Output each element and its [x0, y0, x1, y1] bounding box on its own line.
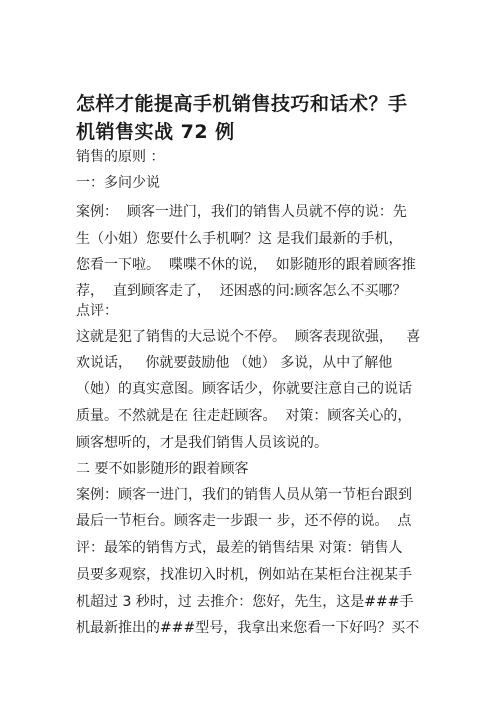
body-line-03: 案例： 顾客一进门，我们的销售人员就不停的说：先 [76, 204, 407, 220]
document-title [76, 90, 436, 146]
body-line-16: 评：最笨的销售方式，最差的销售结果 对策：销售人 [76, 540, 403, 556]
title-line-1: 怎样才能提高手机销售技巧和话术？手 [76, 93, 408, 115]
body-line-08: 这就是犯了销售的大忌说个不停。 顾客表现欲强， 喜 [76, 329, 421, 345]
body-line-01: 销售的原则 ： [76, 149, 165, 165]
body-line-04: 生（小姐）您要什么手机啊？这 是我们最新的手机， [76, 231, 403, 247]
section-heading-2: 二 要不如影随形的跟着顾客 [76, 461, 249, 477]
body-line-05: 您看一下啦。 喋喋不休的说， 如影随形的跟着顾客推 [76, 257, 416, 273]
body-line-18: 机超过 3 秒时，过 去推介：您好，先生，这是###手 [76, 594, 414, 610]
body-line-02: 一：多问少说 [76, 175, 160, 191]
body-line-19: 机最新推出的###型号，我拿出来您看一下好吗？买不 [76, 620, 420, 636]
body-line-11: 质量。不然就是在 往走赶顾客。 对策：顾客关心的， [76, 408, 412, 424]
body-line-15: 最后一节柜台。顾客走一步跟一 步，还不停的说。 点 [76, 513, 412, 529]
body-line-07: 点评： [76, 303, 118, 319]
body-line-06: 荐， 直到顾客走了， 还困惑的问:顾客怎么不买哪？ [76, 283, 407, 299]
body-line-09: 欢说话， 你就要鼓励他 （她） 多说，从中了解他 [76, 355, 393, 371]
body-line-10: （她）的真实意图。顾客话少，你就要注意自己的说话 [76, 381, 412, 397]
body-line-14: 案例：顾客一进门，我们的销售人员从第一节柜台跟到 [76, 487, 412, 503]
title-line-2: 机销售实战 72 例 [76, 121, 235, 143]
body-line-17: 员要多观察，找准切入时机，例如站在某柜台注视某手 [76, 567, 412, 583]
body-line-12: 顾客想听的，才是我们销售人员该说的。 [76, 435, 328, 451]
